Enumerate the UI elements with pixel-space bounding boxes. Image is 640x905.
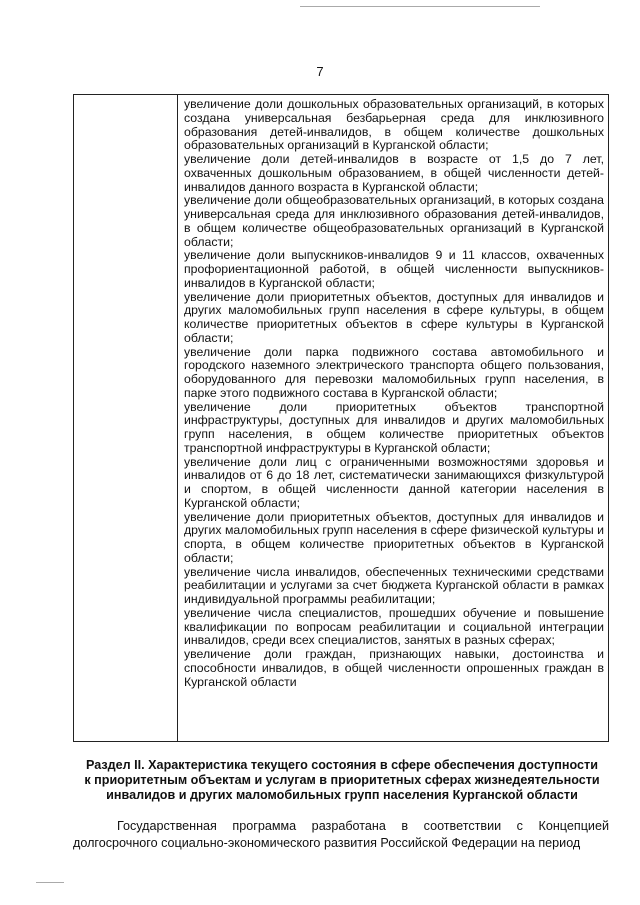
indicator-item: увеличение доли приоритетных объектов, доступных для инвалидов и других маломобильных групп населения в сфере физической культуры и спорта, в общем количестве приоритетных объектов в Курганской области; xyxy=(184,509,604,565)
body-paragraph: Государственная программа разработана в соответствии с Концепцией долгосрочного социально-экономического развития Российской Федерации на период xyxy=(73,819,609,850)
scan-artifact-bottom xyxy=(36,882,64,883)
section-heading-line: к приоритетным объектам и услугам в приоритетных сферах жизнедеятельности xyxy=(84,773,600,787)
section-heading-line: инвалидов и других маломобильных групп населения Курганской области xyxy=(106,788,578,802)
section-heading xyxy=(74,758,610,803)
body-text xyxy=(73,818,609,852)
indicator-item: увеличение доли приоритетных объектов, доступных для инвалидов и других маломобильных групп населения в сфере культуры, в общем количестве приоритетных объектов в сфере культуры в Курганской области; xyxy=(184,289,604,345)
indicators-cell xyxy=(184,98,604,689)
section-heading-line: Раздел II. Характеристика текущего состояния в сфере обеспечения доступности xyxy=(86,758,598,772)
indicator-item: увеличение доли дошкольных образовательных организаций, в которых создана универсальная безбарьерная среда для инклюзивного образования детей-инвалидов, в общем количестве дошкольных образовательных организаций в Курганской области; xyxy=(184,97,604,153)
indicator-item: увеличение доли выпускников-инвалидов 9 и 11 классов, охваченных профориентационной работой, в общей численности выпускников-инвалидов в Курганской области; xyxy=(184,248,604,290)
indicator-item: увеличение доли граждан, признающих навыки, достоинства и способности инвалидов, в общей численности опрошенных граждан в Курганской области xyxy=(184,647,604,689)
scan-artifact-top xyxy=(300,6,540,7)
indicator-item: увеличение числа инвалидов, обеспеченных техническими средствами реабилитации и услугами за счет бюджета Курганской области в рамках индивидуальной программы реабилитации; xyxy=(184,564,604,606)
indicator-item: увеличение доли парка подвижного состава автомобильного и городского наземного электрического транспорта общего пользования, оборудованного для перевозки маломобильных групп населения, в парке этого подвижного состава в Курганской области; xyxy=(184,344,604,400)
indicator-item: увеличение доли детей-инвалидов в возрасте от 1,5 до 7 лет, охваченных дошкольным образованием, в общей численности детей-инвалидов данного возраста в Курганской области; xyxy=(184,152,604,194)
page-number: 7 xyxy=(316,64,324,79)
indicators-table xyxy=(73,94,609,742)
indicator-item: увеличение доли общеобразовательных организаций, в которых создана универсальная среда для инклюзивного образования детей-инвалидов, в общем количестве общеобразовательных организаций в Курганской области; xyxy=(184,193,604,249)
table-column-divider xyxy=(177,95,178,741)
indicator-item: увеличение доли приоритетных объектов транспортной инфраструктуры, доступных для инвалидов и других маломобильных групп населения, в общем количестве приоритетных объектов транспортной инфраструктуры в Курганской области; xyxy=(184,399,604,455)
indicator-item: увеличение числа специалистов, прошедших обучение и повышение квалификации по вопросам реабилитации и социальной интеграции инвалидов, среди всех специалистов, занятых в разных сферах; xyxy=(184,605,604,648)
indicator-item: увеличение доли лиц с ограниченными возможностями здоровья и инвалидов от 6 до 18 лет, систематически занимающихся физкультурой и спортом, в общей численности данной категории населения в Курганской области; xyxy=(184,454,604,510)
